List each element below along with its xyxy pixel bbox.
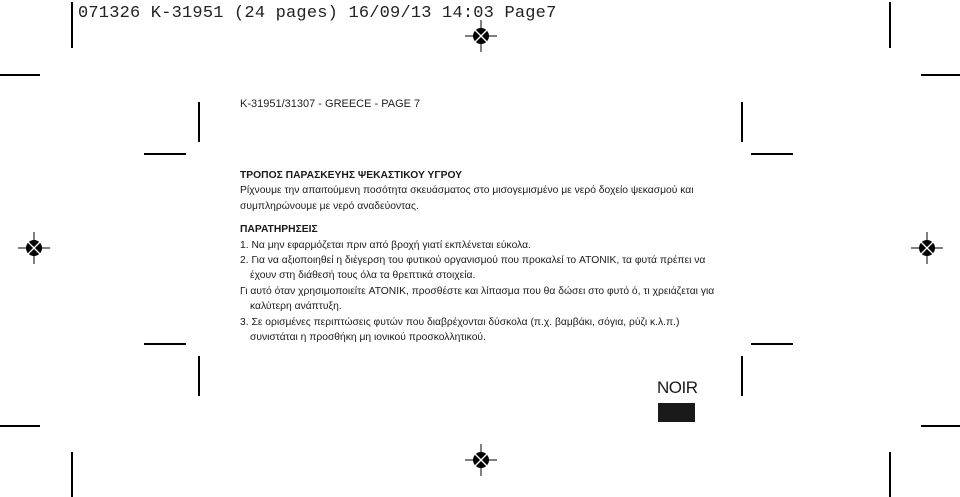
trim-mark-upper-right-horizontal [751, 153, 793, 155]
crop-mark-bottom-left-vertical [71, 452, 73, 497]
registration-mark-left-icon [18, 232, 50, 264]
trim-mark-upper-left-horizontal [144, 153, 186, 155]
trim-mark-lower-left-vertical [198, 356, 200, 396]
print-slug: 071326 K-31951 (24 pages) 16/09/13 14:03 Page7 [78, 4, 557, 23]
trim-mark-upper-right-vertical [741, 102, 743, 142]
trim-mark-lower-left-horizontal [144, 343, 186, 345]
color-swatch-box [658, 403, 695, 422]
page-reference: K-31951/31307 - GREECE - PAGE 7 [240, 98, 421, 110]
section-title: ΤΡΟΠΟΣ ΠΑΡΑΣΚΕΥΗΣ ΨΕΚΑΣΤΙΚΟΥ ΥΓΡΟΥ [240, 170, 463, 181]
crop-mark-top-left-vertical [71, 2, 73, 48]
notes-heading: ΠΑΡΑΤΗΡΗΣΕΙΣ [240, 224, 318, 236]
crop-mark-top-right-horizontal [921, 74, 960, 76]
registration-mark-right-icon [911, 232, 943, 264]
color-swatch-label: NOIR [657, 378, 698, 397]
note-item-3: 3. Σε ορισμένες περιπτώσεις φυτών που διαβρέχονται δύσκολα (π.χ. βαμβάκι, σόγια, ρύζι κ.λ.π.) συνιστάται η προσθήκη μη ιονικού προσκολλητικού. [240, 316, 680, 344]
note-item-1: 1. Να μην εφαρμόζεται πριν από βροχή γιατί εκπλένεται εύκολα. [240, 239, 531, 251]
crop-mark-top-left-horizontal [0, 74, 40, 76]
crop-mark-bottom-left-horizontal [0, 425, 40, 427]
trim-mark-upper-left-vertical [198, 102, 200, 142]
note-item-2-continued: Γι αυτό όταν χρησιμοποιείτε ATONIK, προσθέστε και λίπασμα που θα δώσει στο φυτό ό, τι χρειάζεται για καλύτερη ανάπτυξη. [240, 285, 715, 313]
registration-mark-top-icon [465, 20, 497, 52]
note-item-2: 2. Για να αξιοποιηθεί η διέγερση του φυτικού οργανισμού που προκαλεί το ATONIK, τα φυτά πρέπει να έχουν στη διάθεσή τους όλα τα θρεπτικά στοιχεία. [240, 255, 706, 282]
document-body [240, 168, 730, 345]
crop-mark-top-right-vertical [889, 2, 891, 48]
trim-mark-lower-right-horizontal [751, 343, 793, 345]
crop-mark-bottom-right-vertical [889, 452, 891, 497]
crop-mark-bottom-right-horizontal [921, 425, 960, 427]
registration-mark-bottom-icon [465, 444, 497, 476]
trim-mark-lower-right-vertical [741, 356, 743, 396]
intro-paragraph: Ρίχνουμε την απαιτούμενη ποσότητα σκευάσματος στο μισογεμισμένο με νερό δοχείο ψεκασμού και συμπληρώνουμε με νερό αναδεύοντας. [240, 185, 694, 212]
